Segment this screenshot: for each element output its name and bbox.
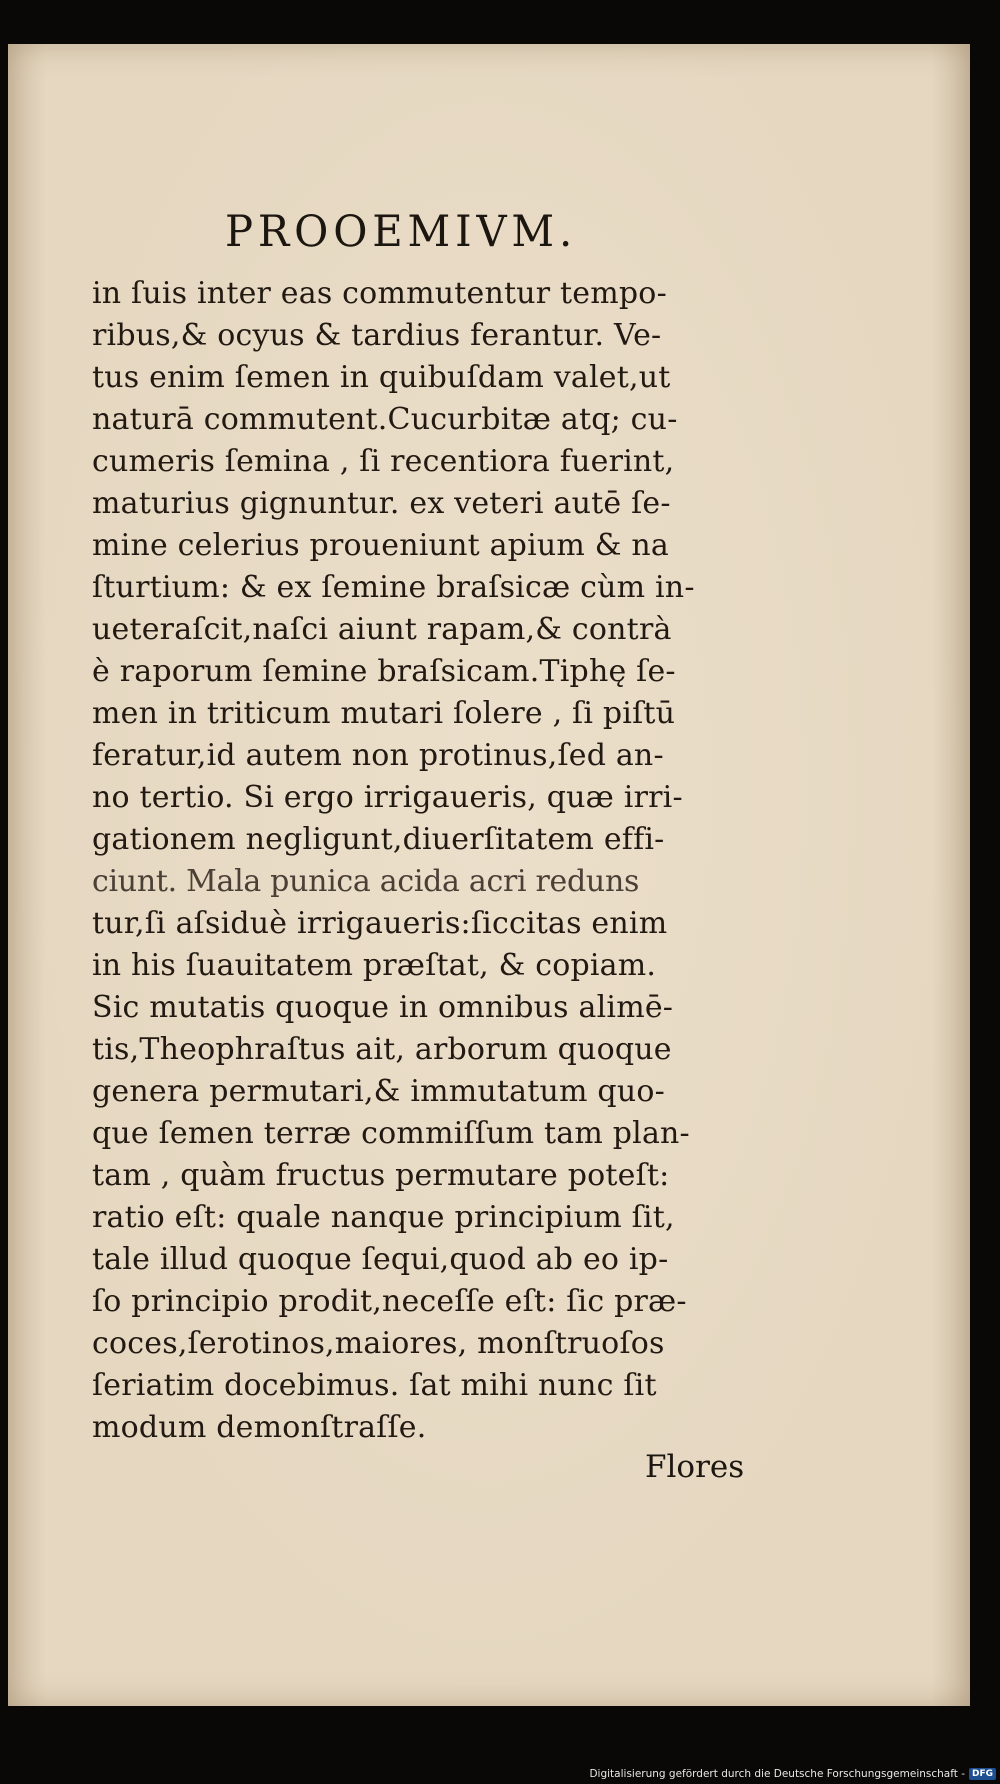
text-line: men in triticum mutari ſolere , ſi piſtū: [92, 696, 676, 731]
credit-text: Digitalisierung gefördert durch die Deutsche Forschungsgemeinschaft -: [589, 1768, 965, 1780]
text-line: ribus,& ocyus & tardius ferantur. Ve-: [92, 318, 662, 353]
text-line: que ſemen terræ commiſſum tam plan-: [92, 1116, 690, 1151]
text-line: tale illud quoque ſequi,quod ab eo ip-: [92, 1242, 669, 1277]
running-head: PROOEMIVM.: [225, 207, 578, 257]
book-page: [8, 44, 970, 1706]
text-line: ueteraſcit,naſci aiunt rapam,& contrà: [92, 612, 672, 647]
text-line: feratur,id autem non protinus,ſed an-: [92, 738, 664, 773]
catchword: Flores: [645, 1449, 745, 1485]
text-line: tam , quàm fructus permutare poteſt:: [92, 1158, 670, 1193]
text-line: genera permutari,& immutatum quo-: [92, 1074, 665, 1109]
text-line: in ſuis inter eas commutentur tempo-: [92, 276, 667, 311]
text-line: maturius gignuntur. ex veteri autē ſe-: [92, 486, 671, 521]
text-line: ciunt. Mala punica acida acri reduns: [92, 864, 640, 899]
body-text: [92, 273, 792, 1449]
text-line: ratio eſt: quale nanque principium ſit,: [92, 1200, 675, 1235]
text-line: coces,ſerotinos,maiores, monſtruoſos: [92, 1326, 665, 1361]
text-line: modum demonſtraſſe.: [92, 1410, 427, 1445]
text-line: mine celerius proueniunt apium & na: [92, 528, 670, 563]
text-line: gationem negligunt,diuerſitatem effi-: [92, 822, 665, 857]
text-line: è raporum ſemine braſsicam.Tiphę ſe-: [92, 654, 676, 689]
text-line: ſo principio prodit,neceſſe eſt: ſic præ-: [92, 1284, 687, 1319]
dfg-logo: DFG: [969, 1768, 996, 1780]
text-line: cumeris ſemina , ſi recentiora fuerint,: [92, 444, 675, 479]
text-line: tis,Theophraſtus ait, arborum quoque: [92, 1032, 672, 1067]
text-line: Sic mutatis quoque in omnibus alimē-: [92, 990, 674, 1025]
text-line: no tertio. Si ergo irrigaueris, quæ irri-: [92, 780, 683, 815]
text-line: tur,ſi aſsiduè irrigaueris:ſiccitas enim: [92, 906, 668, 941]
text-line: ſturtium: & ex ſemine braſsicæ cùm in-: [92, 570, 695, 605]
text-line: naturā commutent.Cucurbitæ atq; cu-: [92, 402, 678, 437]
text-line: ſeriatim docebimus. ſat mihi nunc ſit: [92, 1368, 657, 1403]
text-line: tus enim ſemen in quibuſdam valet,ut: [92, 360, 671, 395]
digitization-credit: [589, 1768, 996, 1780]
text-line: in his ſuauitatem præſtat, & copiam.: [92, 948, 657, 983]
